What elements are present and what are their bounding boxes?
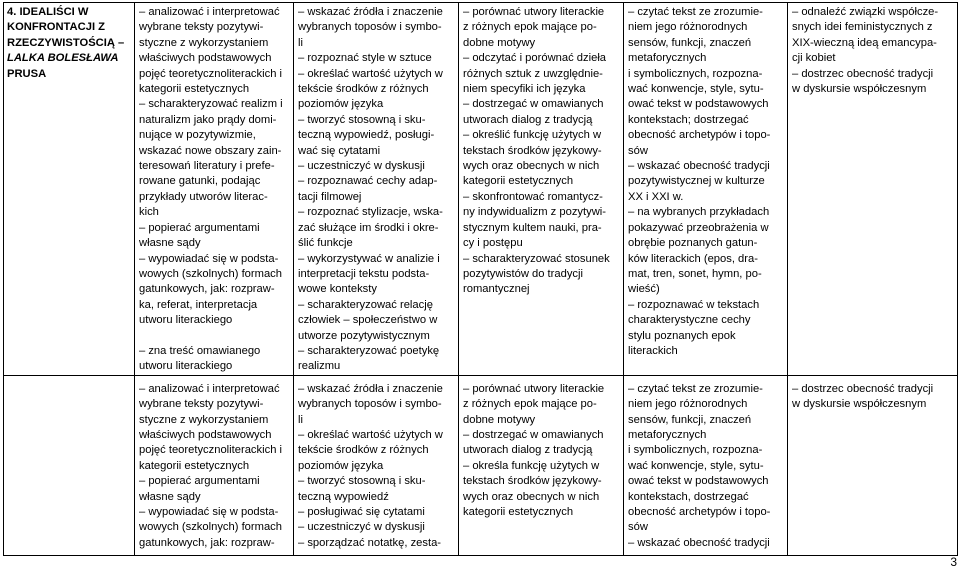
line-gap [139, 329, 289, 344]
requirement-line: sów [628, 144, 648, 157]
requirement-line: – uczestniczyć w dyskusji [298, 160, 425, 173]
topic-title-line: RZECZYWISTOŚCIĄ – [7, 36, 125, 49]
requirement-line: – porównać utwory literackie [463, 382, 605, 395]
requirement-line: cy i postępu [463, 237, 523, 250]
requirement-line: obecność archetypów i topo- [628, 506, 771, 518]
requirement-line: – rozpoznać style w sztuce [298, 52, 432, 65]
page-number: 3 [950, 555, 957, 569]
requirement-line: wać konwencje, style, sytu- [628, 83, 764, 96]
requirement-line: – dostrzec obecność tradycji [792, 67, 934, 80]
requirements-cell [624, 375, 788, 555]
requirement-line: pokazywać przeobrażenia w [628, 221, 769, 234]
requirement-line: – wskazać obecność tradycji [628, 536, 770, 549]
requirement-line: XIX-wieczną ideą emancypa- [792, 36, 937, 49]
requirement-line: styczne z wykorzystaniem [139, 413, 269, 426]
requirements-cell [294, 3, 459, 376]
requirement-line: – rozpoznać stylizacje, wska- [298, 206, 443, 219]
requirement-line: tekście środków z różnych [298, 83, 429, 96]
requirement-line: – zna treść omawianego [139, 344, 261, 357]
requirement-line: obecność archetypów i topo- [628, 129, 771, 142]
requirement-line: – porównać utwory literackie [463, 6, 605, 18]
requirement-line: i symbolicznych, rozpozna- [628, 444, 763, 457]
requirement-line: kategorii estetycznych [139, 83, 250, 96]
requirement-line: – uczestniczyć w dyskusji [298, 521, 425, 534]
requirement-line: – wskazać źródła i znaczenie [298, 382, 443, 395]
requirement-line: – scharakteryzować relację [298, 298, 433, 311]
requirement-line: cji kobiet [792, 52, 836, 65]
requirement-line: – tworzyć stosowną i sku- [298, 113, 426, 126]
requirement-line: – popierać argumentami [139, 221, 260, 234]
requirement-line: zać służące im środki i okre- [298, 221, 439, 234]
requirement-line: utworach dialog z tradycją [463, 113, 593, 126]
topic-cell [4, 3, 135, 376]
requirement-line: ka, referat, interpretacja [139, 298, 258, 311]
requirement-line: – czytać tekst ze zrozumie- [628, 382, 763, 395]
requirement-line: – rozpoznawać w tekstach [628, 298, 760, 311]
topic-title-line: LALKA BOLESŁAWA [7, 52, 119, 65]
requirements-cell [459, 3, 624, 376]
requirement-line: – wypowiadać się w podsta- [139, 506, 279, 518]
requirement-line: nujące w pozytywizmie, [139, 129, 256, 142]
topic-cell [4, 375, 135, 555]
requirements-cell [788, 3, 958, 376]
requirement-line: – czytać tekst ze zrozumie- [628, 6, 763, 18]
requirement-line: li [298, 36, 303, 49]
requirement-line: stylu poznanych epok [628, 329, 736, 342]
requirement-line: rowane gatunki, podając [139, 175, 261, 188]
requirement-line: wych oraz obecnych w nich [463, 490, 600, 503]
requirement-line: – określa funkcję użytych w [463, 459, 600, 472]
requirement-line: – scharakteryzować stosunek [463, 252, 610, 265]
requirement-line: – wskazać obecność tradycji [628, 160, 770, 173]
requirement-line: właściwych podstawowych [139, 52, 272, 65]
requirement-line: pozytywistów do tradycji [463, 267, 583, 280]
requirement-line: własne sądy [139, 490, 201, 503]
requirement-line: – scharakteryzować realizm i [139, 98, 283, 111]
topic-title-line: 4. IDEALIŚCI W [7, 6, 89, 18]
requirement-line: – wskazać źródła i znaczenie [298, 6, 443, 18]
requirement-line: utworu literackiego [139, 360, 233, 373]
requirement-line: kategorii estetycznych [463, 506, 574, 518]
requirement-line: – sporządzać notatkę, zesta- [298, 536, 442, 549]
requirement-line: ślić funkcje [298, 237, 353, 250]
requirement-line: gatunkowych, jak: rozpraw- [139, 283, 275, 296]
requirement-line: – scharakteryzować poetykę [298, 344, 440, 357]
requirement-line: kategorii estetycznych [463, 175, 574, 188]
requirement-line: teczną wypowiedź, posługi- [298, 129, 435, 142]
requirement-line: teresowań literatury i prefe- [139, 160, 275, 173]
topic-title-line: KONFRONTACJI Z [7, 21, 105, 34]
requirement-line: wieść) [628, 283, 660, 296]
requirement-line: metaforycznych [628, 52, 707, 65]
requirement-line: – tworzyć stosowną i sku- [298, 475, 426, 488]
requirement-line: – wypowiadać się w podsta- [139, 252, 279, 265]
requirement-line: realizmu [298, 360, 341, 373]
requirement-line: – na wybranych przykładach [628, 206, 770, 219]
requirements-cell [135, 375, 294, 555]
requirements-cell [459, 375, 624, 555]
requirement-line: przykłady utworów literac- [139, 190, 268, 203]
requirement-line: – wykorzystywać w analizie i [298, 252, 440, 265]
requirement-line: ować tekst w podstawowych [628, 98, 769, 111]
requirement-line: różnych sztuk z uwzględnie- [463, 67, 603, 80]
requirement-line: – odczytać i porównać dzieła [463, 52, 607, 65]
requirement-line: – określić funkcję użytych w [463, 129, 602, 142]
table-row [4, 375, 958, 555]
requirement-line: wać konwencje, style, sytu- [628, 459, 764, 472]
requirement-line: – dostrzegać w omawianych [463, 428, 604, 441]
requirement-line: tekście środków z różnych [298, 444, 429, 457]
requirement-line: styczne z wykorzystaniem [139, 36, 269, 49]
requirement-line: – określać wartość użytych w [298, 428, 443, 441]
requirement-line: niem jego różnorodnych [628, 21, 748, 34]
requirement-line: – odnaleźć związki współcze- [792, 6, 939, 18]
requirement-line: wać się cytatami [298, 144, 381, 157]
requirement-line: w dyskursie współczesnym [792, 83, 927, 96]
requirement-line: – analizować i interpretować [139, 382, 280, 395]
requirement-line: sów [628, 521, 648, 534]
requirement-line: literackich [628, 344, 678, 357]
requirement-line: z różnych epok mające po- [463, 21, 597, 34]
requirement-line: naturalizm jako prądy domi- [139, 113, 277, 126]
requirements-cell [294, 375, 459, 555]
requirement-line: gatunkowych, jak: rozpraw- [139, 536, 275, 549]
requirement-line: – skonfrontować romantycz- [463, 190, 603, 203]
requirement-line: kategorii estetycznych [139, 459, 250, 472]
requirement-line: teczną wypowiedź [298, 490, 389, 503]
requirement-line: dobne motywy [463, 413, 536, 426]
requirement-line: niem jego różnorodnych [628, 398, 748, 411]
requirement-line: pojęć teoretycznoliterackich i [139, 67, 283, 80]
requirement-line: kich [139, 206, 159, 219]
requirement-line: dobne motywy [463, 36, 536, 49]
requirement-line: – analizować i interpretować [139, 6, 280, 18]
requirement-line: niem specyfiki ich języka [463, 83, 586, 96]
requirement-line: sensów, funkcji, znaczeń [628, 36, 752, 49]
requirement-line: wowych (szkolnych) formach [139, 521, 282, 534]
requirement-line: utworze pozytywistycznym [298, 329, 430, 342]
requirement-line: człowiek – społeczeństwo w [298, 314, 438, 327]
requirement-line: – dostrzegać w omawianych [463, 98, 604, 111]
topic-title-line: PRUSA [7, 67, 47, 80]
requirement-line: li [298, 413, 303, 426]
requirement-line: w dyskursie współczesnym [792, 398, 927, 411]
requirement-line: i symbolicznych, rozpozna- [628, 67, 763, 80]
requirement-line: z różnych epok mające po- [463, 398, 597, 411]
requirement-line: pojęć teoretycznoliterackich i [139, 444, 283, 457]
requirement-line: ować tekst w podstawowych [628, 475, 769, 488]
requirement-line: – posługiwać się cytatami [298, 506, 425, 518]
requirement-line: wybranych toposów i symbo- [298, 21, 442, 34]
requirement-line: kontekstach; dostrzegać [628, 113, 749, 126]
requirement-line: utworach dialog z tradycją [463, 444, 593, 457]
requirement-line: poziomów języka [298, 459, 384, 472]
curriculum-table [3, 2, 958, 556]
requirement-line: sensów, funkcji, znaczeń [628, 413, 752, 426]
requirement-line: ny indywidualizm z pozytywi- [463, 206, 606, 219]
requirement-line: XX i XXI w. [628, 190, 684, 203]
requirement-line: wybrane teksty pozytywi- [139, 398, 264, 411]
requirement-line: romantycznej [463, 283, 530, 296]
requirement-line: – rozpoznawać cechy adap- [298, 175, 438, 188]
requirement-line: – dostrzec obecność tradycji [792, 382, 934, 395]
requirement-line: snych idei feministycznych z [792, 21, 933, 34]
requirement-line: wskazać nowe obszary zain- [139, 144, 282, 157]
requirement-line: metaforycznych [628, 428, 707, 441]
requirements-cell [624, 3, 788, 376]
requirement-line: obrębie poznanych gatun- [628, 237, 758, 250]
requirement-line: własne sądy [139, 237, 201, 250]
table-row [4, 3, 958, 376]
requirement-line: wybranych toposów i symbo- [298, 398, 442, 411]
requirement-line: wych oraz obecnych w nich [463, 160, 600, 173]
requirement-line: ków literackich (epos, dra- [628, 252, 758, 265]
requirement-line: – określać wartość użytych w [298, 67, 443, 80]
requirement-line: właściwych podstawowych [139, 428, 272, 441]
requirement-line: poziomów języka [298, 98, 384, 111]
requirement-line: interpretacji tekstu podsta- [298, 267, 430, 280]
requirement-line: mat, tren, sonet, hymn, po- [628, 267, 762, 280]
requirement-line: wybrane teksty pozytywi- [139, 21, 264, 34]
requirement-line: wowe konteksty [298, 283, 377, 296]
requirement-line: – popierać argumentami [139, 475, 260, 488]
requirement-line: kontekstach, dostrzegać [628, 490, 749, 503]
requirement-line: charakterystyczne cechy [628, 314, 751, 327]
requirement-line: utworu literackiego [139, 314, 233, 327]
requirements-cell [788, 375, 958, 555]
requirement-line: tekstach środków językowy- [463, 475, 602, 488]
requirement-line: tekstach środków językowy- [463, 144, 602, 157]
requirement-line: pozytywistycznej w kulturze [628, 175, 765, 188]
requirement-line: stycznym kultem nauki, pra- [463, 221, 602, 234]
requirement-line: wowych (szkolnych) formach [139, 267, 282, 280]
requirements-cell [135, 3, 294, 376]
requirement-line: tacji filmowej [298, 190, 362, 203]
